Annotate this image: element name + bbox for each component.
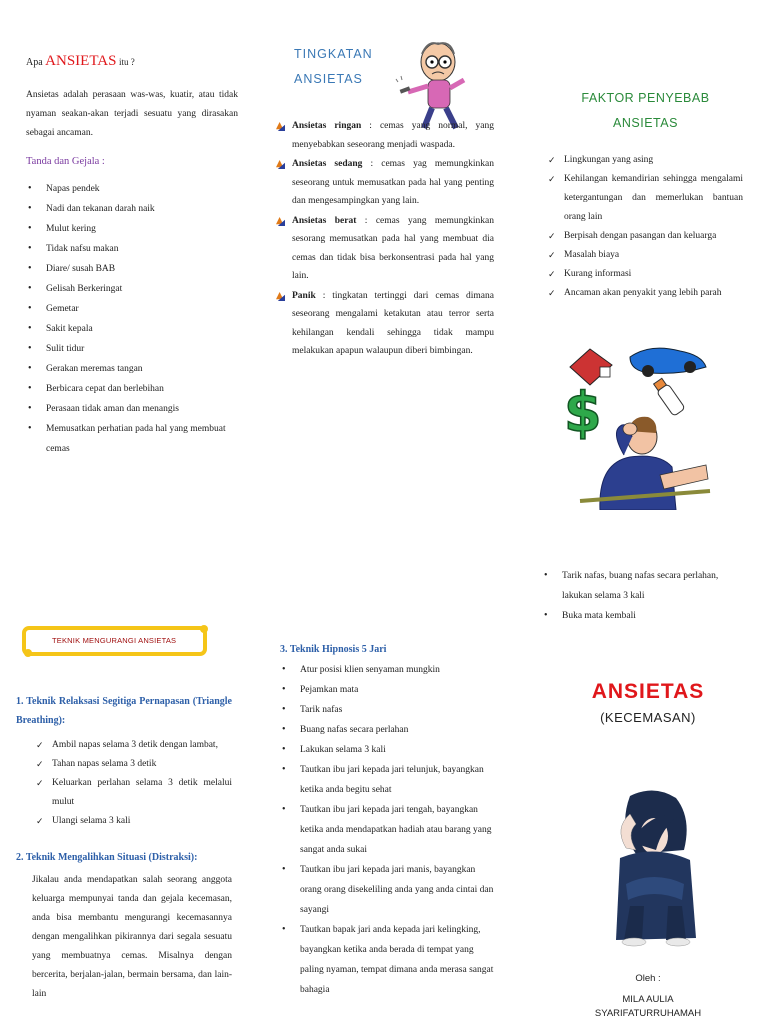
column-levels bbox=[276, 42, 494, 362]
tech3-heading: 3. Teknik Hipnosis 5 Jari bbox=[280, 644, 387, 655]
arrow-bullet-icon bbox=[276, 217, 285, 226]
tech3-step: • Tarik nafas bbox=[280, 700, 494, 720]
causes-title-line1: FAKTOR PENYEBAB bbox=[581, 91, 710, 105]
tech1-step: ✓ Tahan napas selama 3 detik bbox=[36, 755, 232, 774]
level-item bbox=[276, 212, 494, 286]
level-name: Ansietas ringan bbox=[292, 121, 362, 131]
cause-list-item: ✓ Lingkungan yang asing bbox=[548, 151, 743, 170]
tech3-step: • Tautkan ibu jari kepada jari telunjuk, bayangkan ketika anda begitu sehat bbox=[280, 760, 494, 800]
sign-list-item: • Berbicara cepat dan berlebihan bbox=[26, 379, 238, 399]
title-prefix: Apa bbox=[26, 57, 43, 68]
author-name-2: SYARIFATURRUHAMAH bbox=[594, 1008, 702, 1019]
sign-list-item: • Nadi dan tekanan darah naik bbox=[26, 199, 238, 219]
tech3-steps bbox=[280, 660, 494, 1000]
level-item bbox=[276, 117, 494, 154]
sign-list-item: • Diare/ susah BAB bbox=[26, 259, 238, 279]
svg-text:$: $ bbox=[564, 381, 602, 444]
title-suffix: itu ? bbox=[118, 57, 135, 67]
tech3-step: • Tautkan bapak jari anda kepada jari kelingking, bayangkan ketika anda berada di tempat yang paling nyaman, tempat dimana anda merasa sangat bahagia bbox=[280, 920, 494, 1000]
arrow-bullet-icon bbox=[276, 122, 285, 131]
cover-title: ANSIETAS bbox=[591, 680, 705, 703]
what-is-title bbox=[26, 50, 238, 74]
tech3-step-continued: • Tarik nafas, buang nafas secara perlahan, lakukan selama 3 kali bbox=[542, 566, 742, 606]
sign-list-item: • Sakit kepala bbox=[26, 319, 238, 339]
tech3-step-continued: • Buka mata kembali bbox=[542, 606, 742, 626]
banner-text: TEKNIK MENGURANGI ANSIETAS bbox=[52, 636, 177, 645]
causes-list bbox=[548, 151, 743, 303]
column-technique-3 bbox=[280, 640, 494, 1000]
signs-list bbox=[26, 179, 238, 459]
causes-title bbox=[548, 86, 743, 136]
cover-title-block bbox=[548, 680, 748, 725]
levels-list bbox=[276, 117, 494, 361]
tech2-heading: 2. Teknik Mengalihkan Situasi (Distraksi): bbox=[16, 852, 198, 863]
tech3-step: • Tautkan ibu jari kepada jari tengah, bayangkan ketika anda mendapatkan hadiah atau barang yang sangat anda sukai bbox=[280, 800, 494, 860]
title-word: ANSIETAS bbox=[45, 53, 117, 69]
cause-list-item: ✓ Masalah biaya bbox=[548, 246, 743, 265]
level-name: Ansietas sedang bbox=[292, 159, 363, 169]
arrow-bullet-icon bbox=[276, 160, 285, 169]
sign-list-item: • Gemetar bbox=[26, 299, 238, 319]
cause-list-item: ✓ Kehilangan kemandirian sehingga mengalami ketergantungan dan memerlukan bantuan orang lain bbox=[548, 170, 743, 227]
cause-list-item: ✓ Ancaman akan penyakit yang lebih parah bbox=[548, 284, 743, 303]
sign-list-item: • Tidak nafsu makan bbox=[26, 239, 238, 259]
anxious-girl-illustration bbox=[596, 788, 714, 948]
cause-list-item: ✓ Berpisah dengan pasangan dan keluarga bbox=[548, 227, 743, 246]
sign-list-item: • Gelisah Berkeringat bbox=[26, 279, 238, 299]
tech1-heading: 1. Teknik Relaksasi Segitiga Pernapasan (Triangle Breathing): bbox=[16, 696, 232, 726]
level-item bbox=[276, 287, 494, 361]
sign-list-item: • Napas pendek bbox=[26, 179, 238, 199]
level-description: : tingkatan tertinggi dari cemas dimana seseorang mengalami ketakutan atau terror serta kehilangan kendali sehingga tidak mampu melakukan apapun walaupun diberi bimbingan. bbox=[292, 290, 494, 356]
sign-list-item: • Perasaan tidak aman dan menangis bbox=[26, 399, 238, 419]
tech3-step: • Atur posisi klien senyaman mungkin bbox=[280, 660, 494, 680]
level-item bbox=[276, 155, 494, 211]
level-description: : cemas yang memungkinkan sesorang memusatkan pada hal yang membuat dia cemas dan tidak bisa berkonsentrasi pada hal yang lain. bbox=[292, 215, 494, 281]
levels-title-line2: ANSIETAS bbox=[294, 72, 363, 86]
levels-title-line1: TINGKATAN bbox=[294, 47, 373, 61]
arrow-bullet-icon bbox=[276, 292, 285, 301]
causes-title-line2: ANSIETAS bbox=[613, 116, 678, 130]
author-block bbox=[548, 972, 748, 1021]
cover-subtitle: (KECEMASAN) bbox=[600, 710, 696, 725]
tech2-text: Jikalau anda mendapatkan salah seorang anggota keluarga mempunyai tanda dan gejala kecemasan, anda bisa membantu mengurangi kecemasannya dengan mengalihkan pikirannya dari segala sesuatu yang membuatnya cemas. Misalnya dengan bercerita, berjalan-jalan, bermain bersama, dan lain-lain bbox=[32, 875, 232, 999]
by-label: Oleh : bbox=[635, 973, 661, 984]
level-description: : cemas yang normal, yang menyebabkan seseorang menjadi waspada. bbox=[292, 121, 495, 150]
tech1-step: ✓ Ulangi selama 3 kali bbox=[36, 812, 232, 831]
column-techniques-1-2 bbox=[16, 692, 232, 1004]
sign-list-item: • Gerakan meremas tangan bbox=[26, 359, 238, 379]
level-name: Panik bbox=[292, 290, 316, 301]
tech1-step: ✓ Keluarkan perlahan selama 3 detik melalui mulut bbox=[36, 774, 232, 812]
column-what-is-anxiety bbox=[26, 50, 238, 459]
sign-list-item: • Memusatkan perhatian pada hal yang membuat cemas bbox=[26, 419, 238, 459]
tech3-step: • Tautkan ibu jari kepada jari manis, bayangkan orang orang disekeliling anda yang anda cintai dan sayangi bbox=[280, 860, 494, 920]
cause-list-item: ✓ Kurang informasi bbox=[548, 265, 743, 284]
column-technique-3-cont bbox=[542, 566, 742, 626]
tech3-steps-continued bbox=[542, 566, 742, 626]
tech1-step: ✓ Ambil napas selama 3 detik dengan lambat, bbox=[36, 736, 232, 755]
sign-list-item: • Sulit tidur bbox=[26, 339, 238, 359]
tech3-step: • Lakukan selama 3 kali bbox=[280, 740, 494, 760]
sign-list-item: • Mulut kering bbox=[26, 219, 238, 239]
techniques-banner bbox=[22, 623, 210, 659]
signs-heading: Tanda dan Gejala : bbox=[26, 156, 105, 167]
column-causes bbox=[548, 86, 743, 303]
tech3-step: • Buang nafas secara perlahan bbox=[280, 720, 494, 740]
worried-man-illustration bbox=[560, 345, 712, 510]
definition-text: Ansietas adalah perasaan was-was, kuatir, atau tidak nyaman seakan-akan terjadi sesuatu yang dirasakan sebagai ancaman. bbox=[26, 90, 238, 138]
level-name: Ansietas berat bbox=[292, 215, 357, 226]
tech1-steps bbox=[16, 736, 232, 831]
tech3-step: • Pejamkan mata bbox=[280, 680, 494, 700]
level-description: : cemas yag memungkinkan seseorang untuk memusatkan pada hal yang penting dan mengesampingkan yang lain. bbox=[292, 159, 494, 206]
author-name-1: MILA AULIA bbox=[622, 994, 674, 1005]
